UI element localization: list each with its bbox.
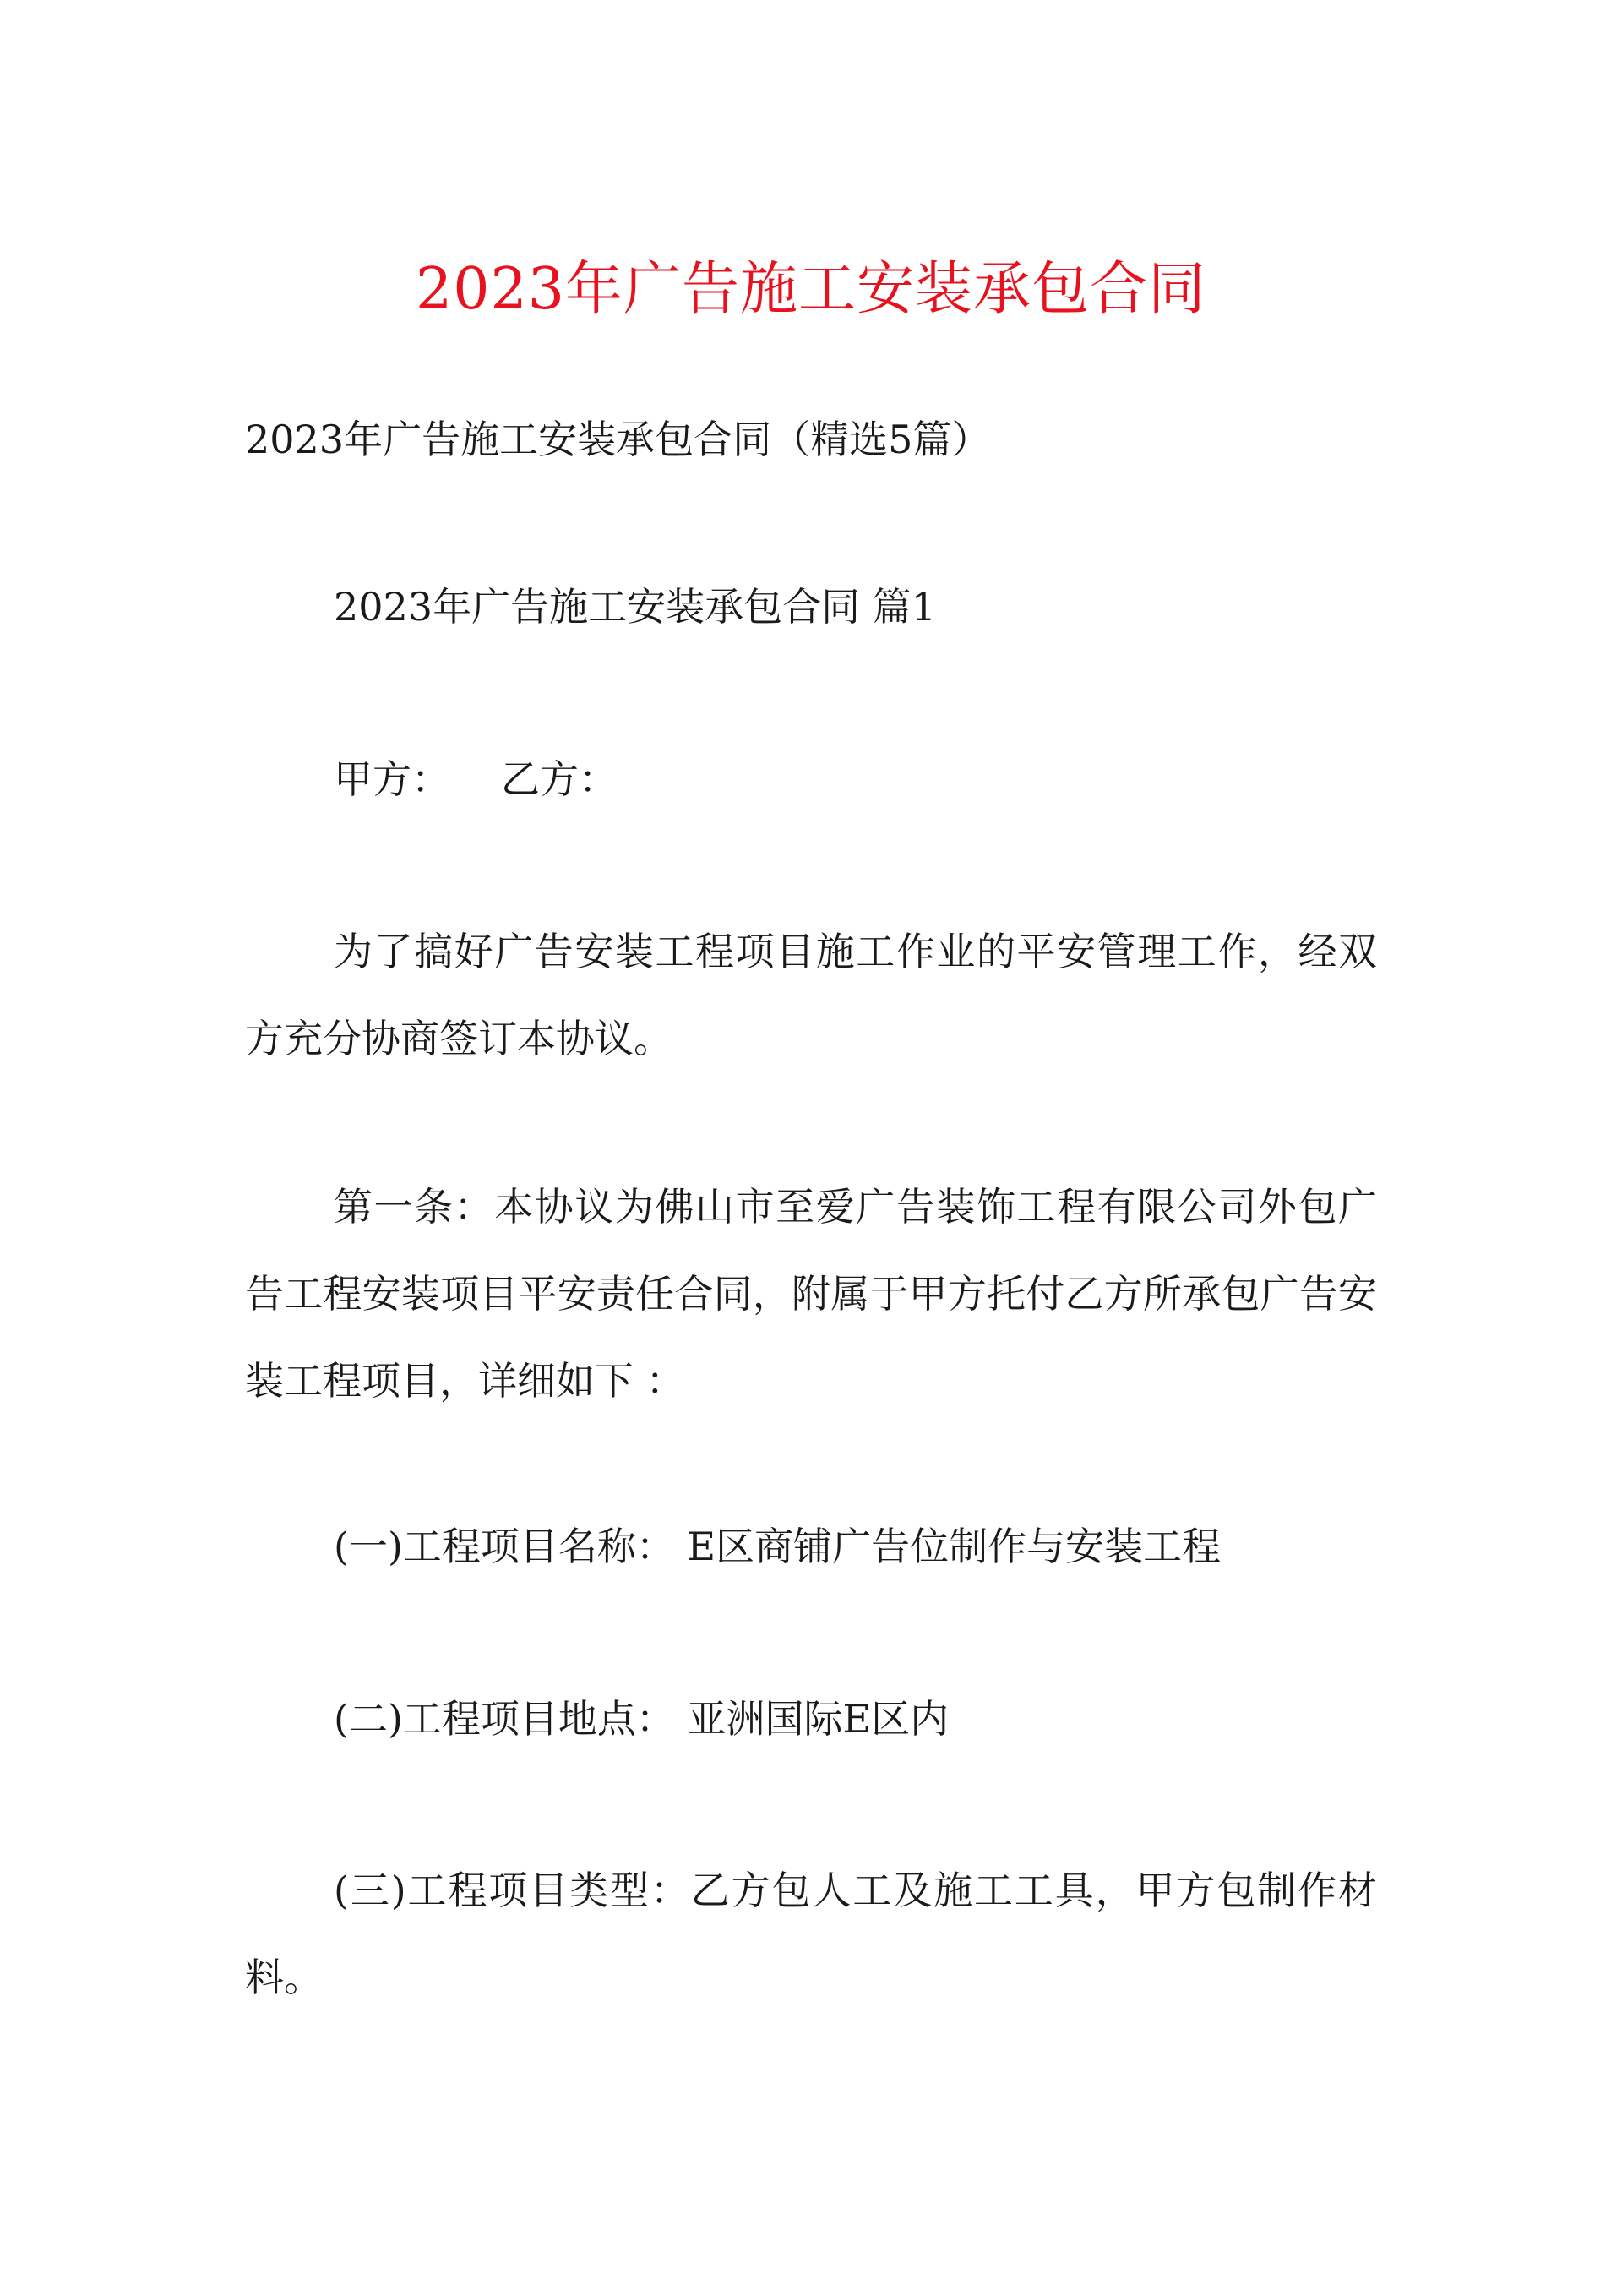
document-title: 2023年广告施工安装承包合同 bbox=[415, 256, 1207, 323]
intro-paragraph: 为了搞好广告安装工程项目施工作业的平安管理工作，经双方充分协商签订本协议。 bbox=[245, 929, 1377, 1061]
document-subtitle: 2023年广告施工安装承包合同（精选5篇） bbox=[245, 417, 991, 462]
project-name-item: (一)工程项目名称： E区商铺广告位制作与安装工程 bbox=[334, 1524, 1222, 1569]
parties-line bbox=[334, 754, 618, 804]
section-heading: 2023年广告施工安装承包合同 篇1 bbox=[334, 584, 936, 630]
project-type-item: (三)工程项目类型：乙方包人工及施工工具，甲方包制作材料。 bbox=[245, 1868, 1377, 2000]
party-b-label: 乙方： bbox=[501, 756, 618, 802]
project-location-item: (二)工程项目地点： 亚洲国际E区内 bbox=[334, 1696, 950, 1742]
party-a-label: 甲方： bbox=[334, 756, 450, 802]
article-one-paragraph: 第一条：本协议为佛山市至爱广告装饰工程有限公司外包广告工程安装项目平安责任合同，附属于甲方托付乙方所承包广告安装工程项目，详细如下 ： bbox=[245, 1184, 1377, 1404]
